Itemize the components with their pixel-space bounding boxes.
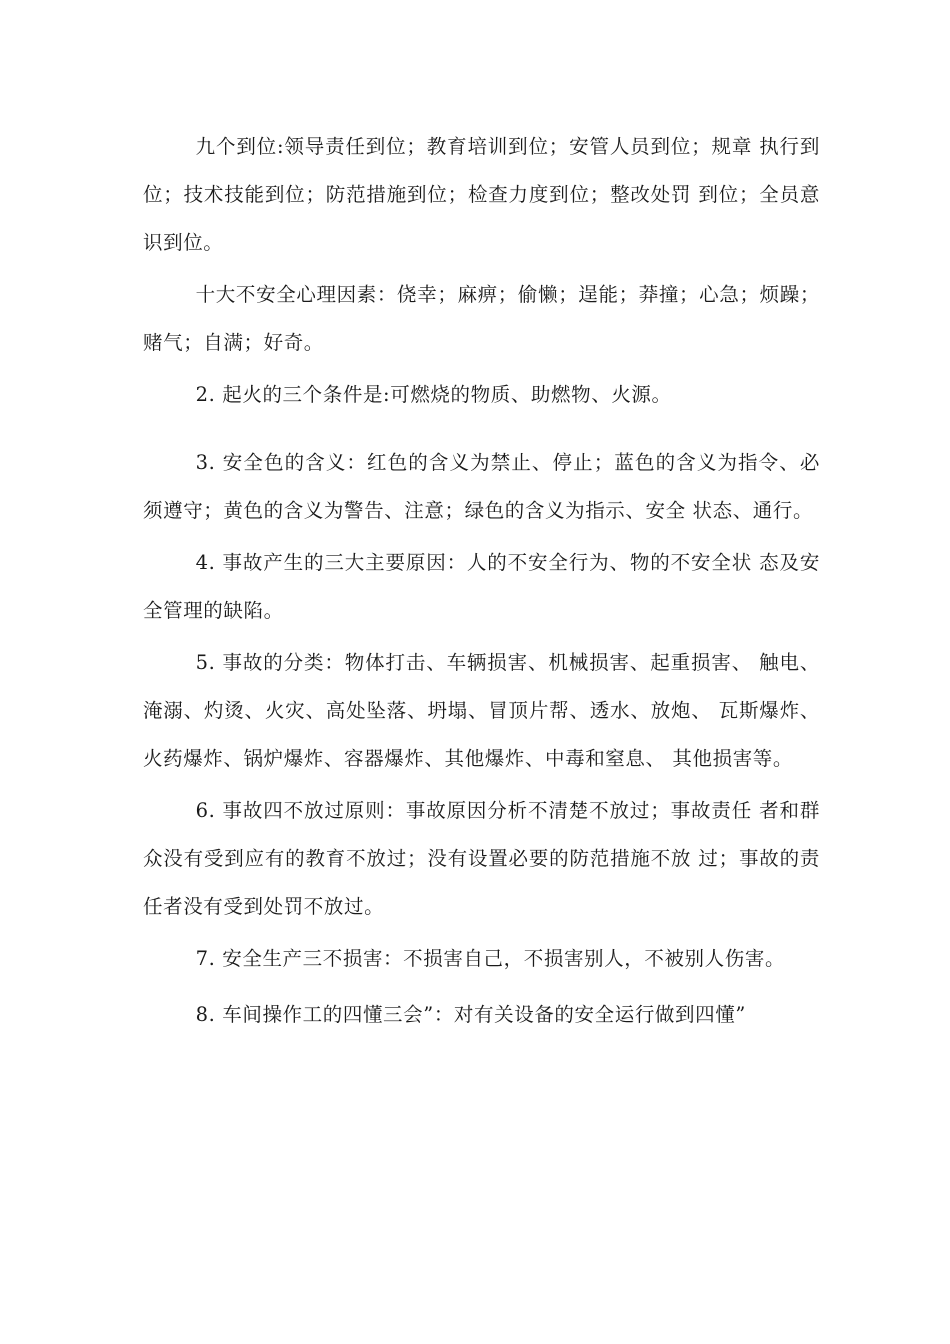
paragraph-nine-in-place: 九个到位:领导责任到位；教育培训到位；安管人员到位；规章 执行到位；技术技能到位；防范措施到位；检查力度到位；整改处罚 到位；全员意识到位。: [143, 135, 820, 254]
paragraph-accident-causes: 4. 事故产生的三大主要原因：人的不安全行为、物的不安全状 态及安全管理的缺陷。: [143, 551, 820, 622]
paragraph-ten-unsafe-psychology: 十大不安全心理因素：侥幸；麻痹；偷懒；逞能；莽撞；心急；烦躁；赌气；自满；好奇。: [143, 283, 820, 354]
paragraph-fire-conditions: 2. 起火的三个条件是:可燃烧的物质、助燃物、火源。: [195, 383, 672, 406]
paragraph-three-no-harm: 7. 安全生产三不损害：不损害自己，不损害别人，不被别人伤害。: [195, 947, 786, 970]
paragraph-four-understand-three-can: 8. 车间操作工的四懂三会”：对有关设备的安全运行做到四懂”: [195, 1003, 746, 1026]
paragraph-safety-colors: 3. 安全色的含义：红色的含义为禁止、停止；蓝色的含义为指令、必须遵守；黄色的含义为警告、注意；绿色的含义为指示、安全 状态、通行。: [143, 451, 820, 522]
paragraph-accident-classification: 5. 事故的分类：物体打击、车辆损害、机械损害、起重损害、 触电、淹溺、灼烫、火灾、高处坠落、坍塌、冒顶片帮、透水、放炮、 瓦斯爆炸、火药爆炸、锅炉爆炸、容器爆炸、其他爆炸、中毒和窒息、 其他损害等。: [143, 651, 820, 770]
document-body: [143, 123, 820, 1039]
paragraph-four-not-let-go: 6. 事故四不放过原则：事故原因分析不清楚不放过；事故责任 者和群众没有受到应有的教育不放过；没有设置必要的防范措施不放 过；事故的责任者没有受到处罚不放过。: [143, 799, 820, 918]
